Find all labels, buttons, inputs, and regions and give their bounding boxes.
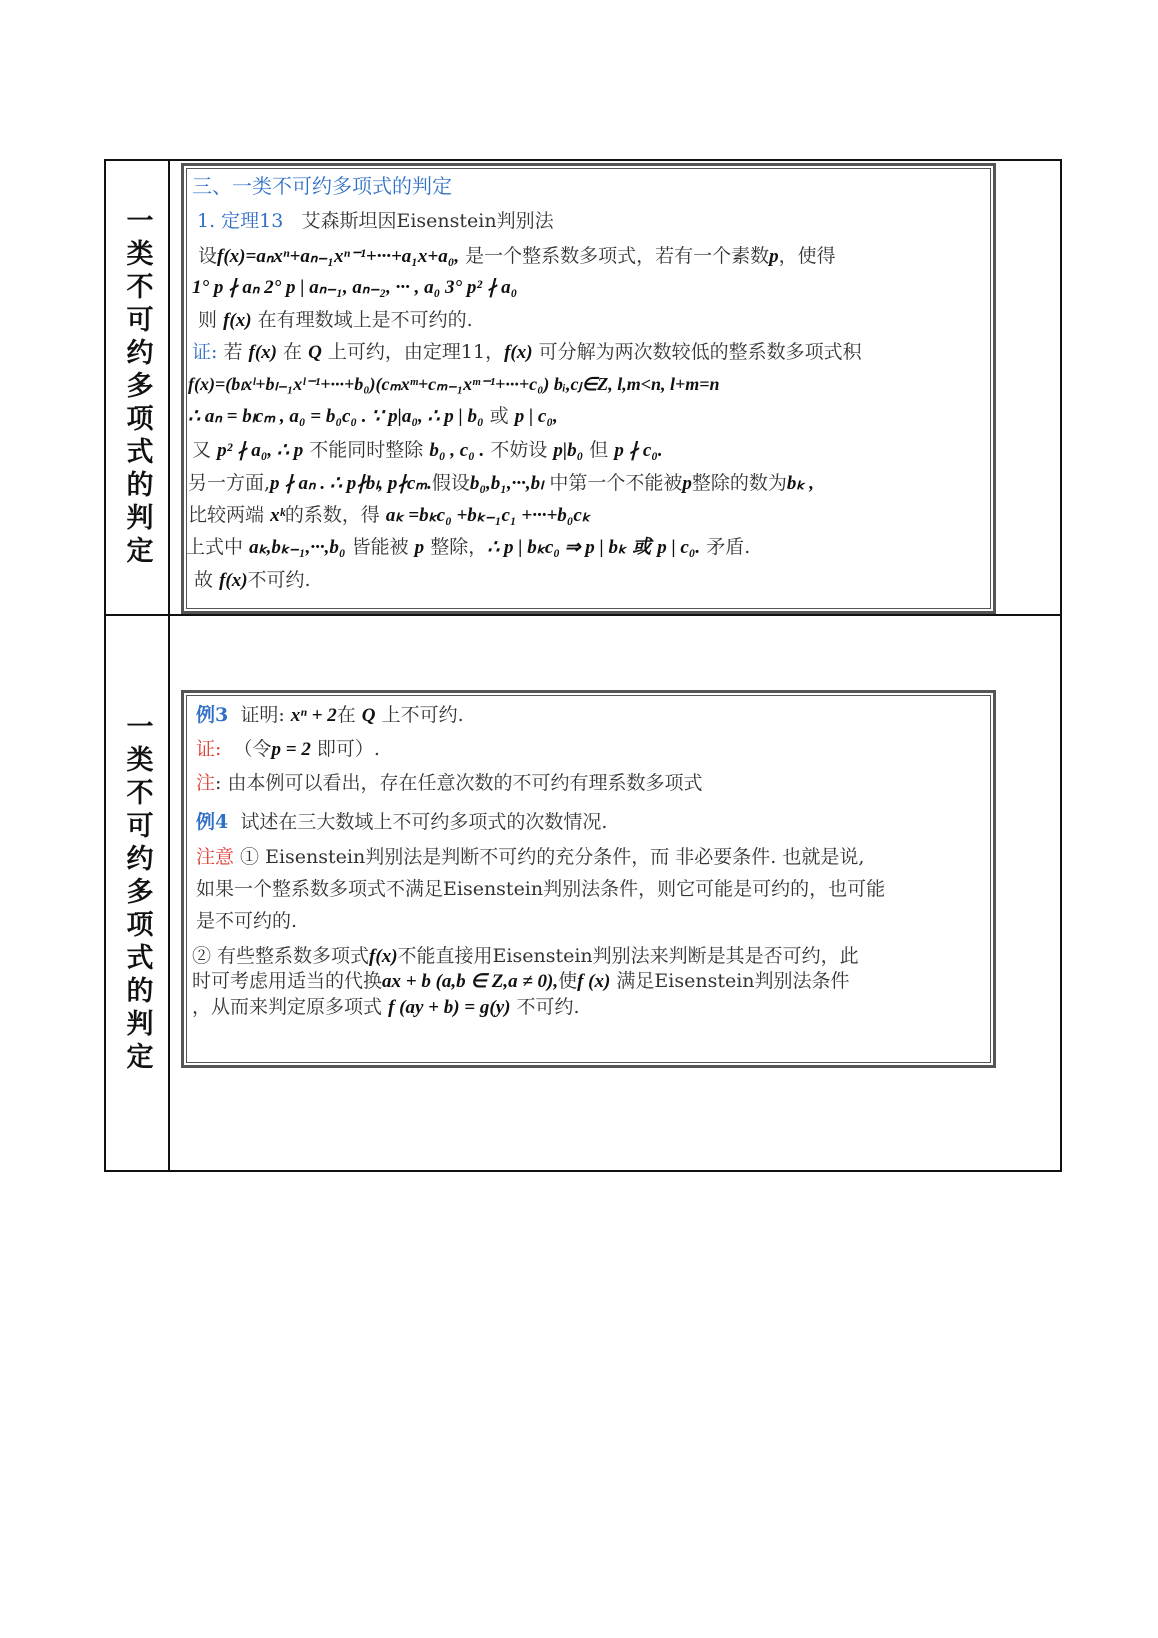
side-label: 一类不可约多项式的判定 [121,711,153,1075]
note-line: 注: 由本例可以看出，存在任意次数的不可约有理系数多项式 [196,772,703,794]
examples-box [181,690,996,1068]
example-3: 例3 证明: xⁿ + 2在 Q 上不可约. [196,704,464,726]
proof-line-7: 上式中 aₖ,bₖ₋₁,···,b₀ 皆能被 p 整除，∴ p | bₖc₀ ⇒ p | bₖ 或 p | c₀. 矛盾. [186,536,751,558]
side-label-cell [106,161,170,614]
outer-table [104,159,1062,1172]
theorem-title: 1. 定理13 艾森斯坦因Eisenstein判别法 [197,210,554,232]
example-3-proof: 证: （令p = 2 即可）. [196,738,380,760]
proof-line-1: 证: 若 f(x) 在 Q 上可约，由定理11，f(x) 可分解为两次数较低的整系数多项式积 [192,341,862,363]
note-2-line-2: 时可考虑用适当的代换ax + b (a,b ∈ Z,a ≠ 0),使f (x) 满足Eisenstein判别法条件 [192,970,850,992]
side-label: 一类不可约多项式的判定 [121,206,153,569]
theorem-conditions: 1° p ∤ aₙ 2° p | aₙ₋₁, aₙ₋₂, ··· , a₀ 3° p² ∤ a₀ [192,277,518,298]
theorem-statement: 设f(x)=aₙxⁿ+aₙ₋₁xⁿ⁻¹+···+a₁x+a₀, 是一个整系数多项式，若有一个素数p，使得 [198,245,836,267]
theorem-conclusion: 则 f(x) 在有理数域上是不可约的. [198,309,473,331]
attention-line-1: 注意 ① Eisenstein判别法是判断不可约的充分条件，而 非必要条件. 也就是说, [196,846,865,868]
proof-conclusion: 故 f(x)不可约. [194,569,311,591]
attention-line-3: 是不可约的. [196,910,298,932]
proof-line-5: 另一方面,p ∤ aₙ . ∴ p∤bₗ, p∤cₘ.假设b₀,b₁,···,bₗ 中第一个不能被p整除的数为bₖ , [188,472,814,494]
section-heading: 三、一类不可约多项式的判定 [192,174,452,198]
note-2-line-3: ，从而来判定原多项式 f (ay + b) = g(y) 不可约. [192,996,580,1018]
proof-factorization: f(x)=(bₗxˡ+bₗ₋₁xˡ⁻¹+···+b₀)(cₘxᵐ+cₘ₋₁xᵐ⁻¹+···+c₀) bᵢ,cⱼ∈Z, l,m<n, l+m=n [188,374,720,394]
example-4: 例4 试述在三大数域上不可约多项式的次数情况. [196,811,608,833]
proof-line-3: ∴ aₙ = bₗcₘ , a₀ = b₀c₀ . ∵ p|a₀, ∴ p | b₀ 或 p | c₀, [188,405,558,427]
proof-line-6: 比较两端 xᵏ的系数，得 aₖ =bₖc₀ +bₖ₋₁c₁ +···+b₀cₖ [188,504,590,526]
attention-line-2: 如果一个整系数多项式不满足Eisenstein判别法条件，则它可能是可约的，也可能 [196,878,886,900]
table-row [106,161,1060,616]
note-2-line-1: ② 有些整系数多项式f(x)不能直接用Eisenstein判别法来判断是其是否可约，此 [192,945,859,967]
theorem-box [181,163,996,614]
side-label-cell [106,616,170,1170]
proof-line-4: 又 p² ∤ a₀, ∴ p 不能同时整除 b₀ , c₀ . 不妨设 p|b₀ 但 p ∤ c₀. [192,439,663,461]
table-row [106,616,1060,1170]
